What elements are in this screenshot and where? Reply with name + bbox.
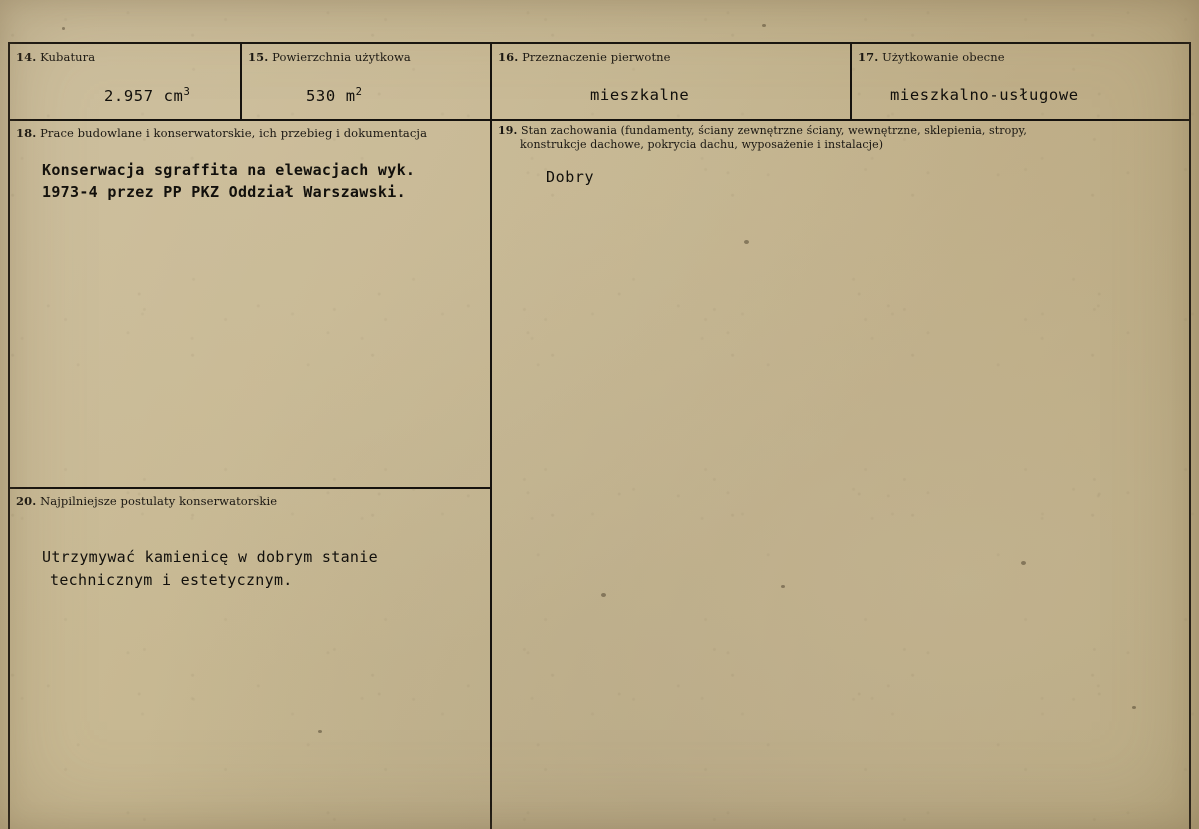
field-16-number: 16. [498,50,519,64]
field-14-label: Kubatura [40,50,96,64]
field-18-value-line-2: 1973-4 przez PP PKZ Oddział Warszawski. [42,182,406,201]
field-15-label-row [248,50,482,64]
field-20-value-line-2: technicznym i estetycznym. [50,570,293,589]
field-20-postulaty [16,494,482,591]
field-19-label-line-2: konstrukcje dachowe, pokrycia dachu, wyposażenie i instalacje) [520,137,884,151]
paper-speck [744,240,749,244]
field-15-label: Powierzchnia użytkowa [272,50,411,64]
table-top-border [8,42,1191,44]
field-17-label: Użytkowanie obecne [882,50,1005,64]
paper-speck [1021,561,1026,565]
field-15-number: 15. [248,50,269,64]
field-18-label: Prace budowlane i konserwatorskie, ich przebieg i dokumentacja [40,126,428,140]
field-18-label-row [16,126,482,140]
field-17-value [890,86,1184,104]
field-17-value-text: mieszkalno-usługowe [890,86,1079,104]
col-divider-16-17 [850,42,852,119]
field-18-value-line-1: Konserwacja sgraffita na elewacjach wyk. [42,161,416,179]
field-19-value-text: Dobry [546,167,595,186]
field-20-number: 20. [16,494,37,508]
field-16-value-text: mieszkalne [590,86,690,104]
row-divider-18-20 [8,487,491,489]
field-14-kubatura [16,50,232,105]
paper-speck [601,593,606,597]
field-17-label-row [858,50,1184,64]
paper-speck [1132,706,1136,709]
col-divider-15-16 [490,42,492,829]
field-19-number: 19. [498,124,518,137]
field-15-powierzchnia [248,50,482,105]
field-16-value [590,86,842,104]
field-15-value-exponent: 2 [355,86,363,98]
field-14-label-row [16,50,232,64]
field-18-number: 18. [16,126,37,140]
paper-speck [318,730,322,733]
field-20-value [42,546,482,591]
field-18-value [42,160,482,204]
field-16-label-row [498,50,842,64]
field-16-label: Przeznaczenie pierwotne [522,50,671,64]
field-16-przeznaczenie [498,50,842,104]
field-17-number: 17. [858,50,879,64]
field-19-stan-zachowania [498,124,1184,186]
field-20-value-line-1: Utrzymywać kamienicę w dobrym stanie [42,548,378,566]
field-14-value [104,86,232,105]
field-20-label-row [16,494,482,508]
col-divider-14-15 [240,42,242,119]
paper-speck [781,585,785,588]
field-18-prace-budowlane [16,126,482,204]
field-14-number: 14. [16,50,37,64]
field-14-value-text: 2.957 cm [104,87,184,106]
field-19-value [546,168,1184,186]
paper-speck [762,24,766,27]
field-15-value [306,86,482,105]
field-19-label-line-1: Stan zachowania (fundamenty, ściany zewnętrzne ściany, wewnętrzne, sklepienia, stropy, [521,124,1027,137]
field-17-uzytkowanie [858,50,1184,104]
row-divider-14-18 [8,119,1191,121]
paper-speck [62,27,65,30]
field-19-label-row [498,124,1184,152]
left-border [8,42,10,829]
field-15-value-text: 530 m [306,87,356,106]
field-20-label: Najpilniejsze postulaty konserwatorskie [40,494,278,508]
right-border [1189,42,1191,829]
field-14-value-exponent: 3 [183,86,190,98]
